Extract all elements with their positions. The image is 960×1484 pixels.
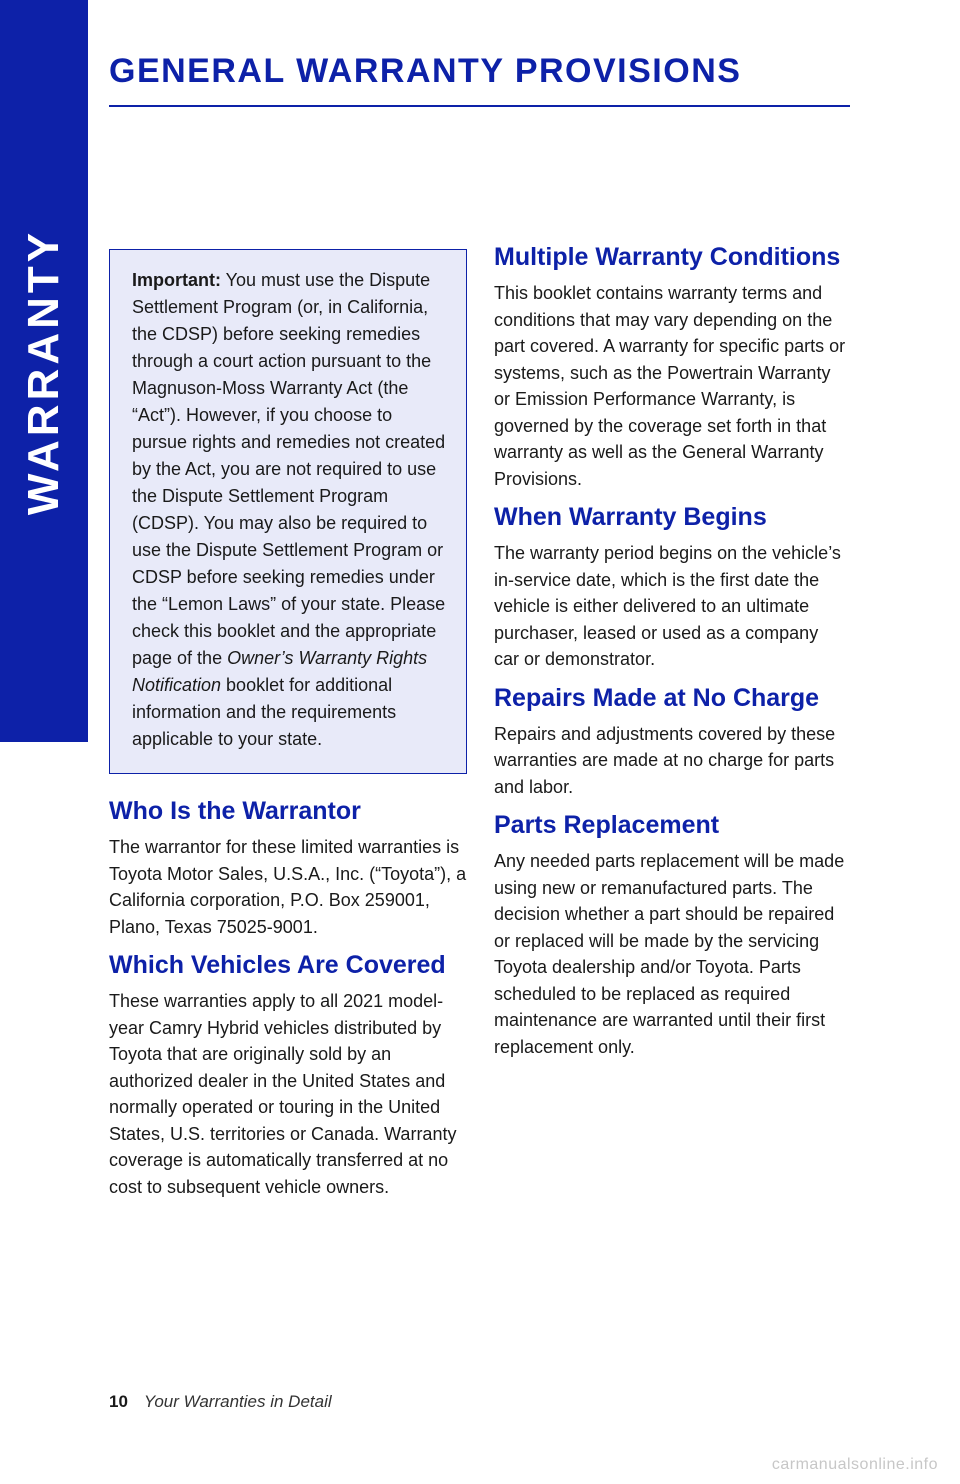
heading-who-is-warrantor: Who Is the Warrantor [109,797,361,825]
callout-text [132,267,452,753]
page-footer [109,1392,332,1412]
watermark: carmanualsonline.info [771,1456,938,1473]
page-title: GENERAL WARRANTY PROVISIONS [109,52,742,90]
section-side-tab [0,0,88,742]
important-callout [109,249,467,774]
heading-repairs-no-charge: Repairs Made at No Charge [494,683,820,712]
title-divider [109,105,850,107]
body-when-warranty-begins: The warranty period begins on the vehicle’s in-service date, which is the first date the vehicle is either delivered to an ultimate purchaser, leased or used as a company car or demonstrator. [494,543,841,669]
heading-when-warranty-begins: When Warranty Begins [494,503,767,531]
body-multiple-warranty-conditions: This booklet contains warranty terms and conditions that may vary depending on the part covered. A warranty for specific parts or systems, such as the Powertrain Warranty or Emission Performance Warranty, is governed by the coverage set forth in that warranty as well as the General Warranty Provisions. [494,283,846,489]
callout-text-part-1: You must use the Dispute Settlement Program (or, in California, the CDSP) before seeking remedies through a court action pursuant to the Magnuson-Moss Warranty Act (the “Act”). However, if you choose to pursue rights and remedies not created by the Act, you are not required to use the Dispute Settlement Program (CDSP). You may also be required to use the Dispute Settlement Program or CDSP before seeking remedies under the “Lemon Laws” of your state. Please check this booklet and the appropriate page of the [132,270,446,668]
heading-multiple-warranty-conditions: Multiple Warranty Conditions [494,243,841,271]
side-tab-label: WARRANTY [19,228,68,516]
callout-text-part-2: booklet for additional information and the requirements applicable to your state. [132,675,397,749]
callout-bold-label: Important: [132,270,221,290]
heading-vehicles-covered: Which Vehicles Are Covered [109,951,446,979]
body-repairs-no-charge: Repairs and adjustments covered by these warranties are made at no charge for parts and labor. [494,723,836,797]
left-column [109,249,467,1200]
footer-label: Your Warranties in Detail [143,1392,332,1411]
body-who-is-warrantor: The warrantor for these limited warranties is Toyota Motor Sales, U.S.A., Inc. (“Toyota”), a California corporation, P.O. Box 259001, Plano, Texas 75025-9001. [109,837,467,937]
callout-booklet-title: Owner’s Warranty Rights Notification [132,648,428,695]
page-number: 10 [109,1392,128,1411]
body-parts-replacement: Any needed parts replacement will be made using new or remanufactured parts. The decision whether a part should be repaired or replaced will be made by the servicing Toyota dealership and/or Toyota. Parts scheduled to be replaced as required maintenance are warranted until their first replacement only. [494,851,845,1057]
heading-parts-replacement: Parts Replacement [494,811,720,839]
body-vehicles-covered: These warranties apply to all 2021 model-year Camry Hybrid vehicles distributed by Toyota that are originally sold by an authorized dealer in the United States and normally operated or touring in the United States, U.S. territories or Canada. Warranty coverage is automatically transferred at no cost to subsequent vehicle owners. [109,991,457,1197]
right-column [494,240,846,1060]
